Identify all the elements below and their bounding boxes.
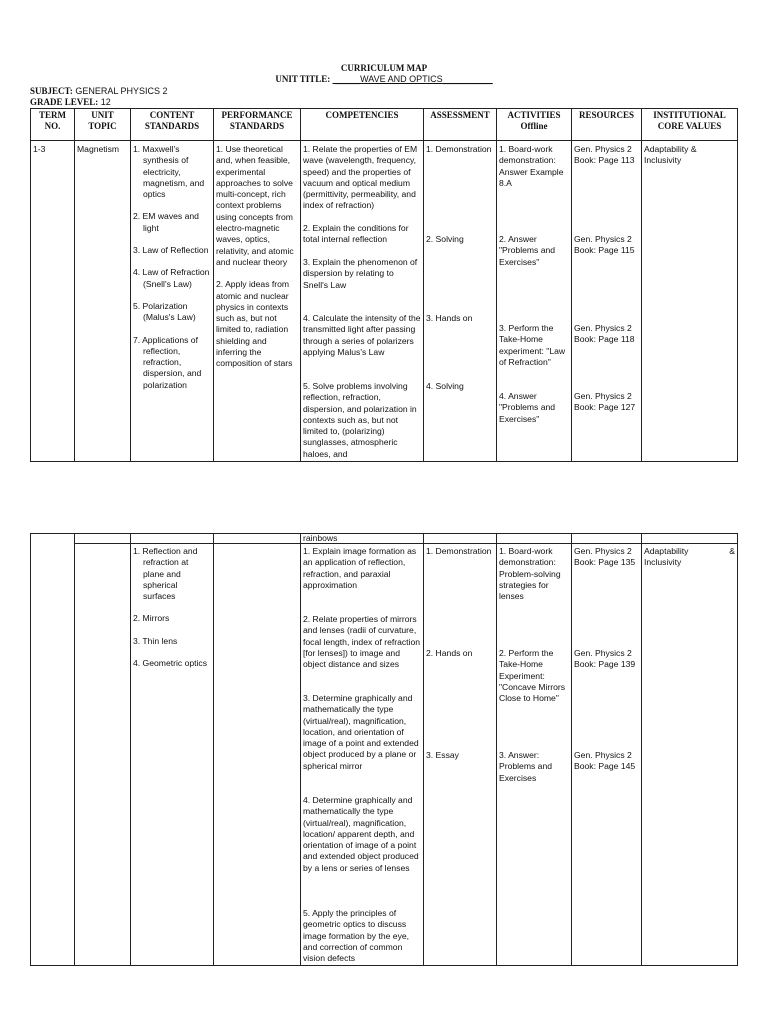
unit-topic-cell	[75, 534, 131, 544]
competency-item: 3. Determine graphically and mathematically the type (virtual/real), magnification, location, and orientation of image of a point and extended object produced by a plane or spherical mirror	[303, 693, 419, 771]
grade-line	[30, 97, 111, 107]
content-standards-cell	[131, 534, 214, 544]
activity-item: 2. Perform the Take-Home Experiment: "Concave Mirrors Close to Home"	[499, 648, 566, 704]
assessment-cell	[424, 141, 497, 462]
core-value-adaptability: Adaptability	[644, 546, 689, 556]
content-item: 7. Applications of reflection, refraction, dispersion, and polarization	[133, 334, 202, 390]
resource-item: Gen. Physics 2 Book: Page 113	[574, 144, 635, 166]
resource-item: Gen. Physics 2 Book: Page 115	[574, 234, 635, 256]
table-row	[31, 141, 738, 462]
header-term: TERM NO.	[31, 109, 75, 141]
activity-item: 3. Perform the Take-Home experiment: "Law of Refraction"	[499, 323, 566, 367]
core-values-cell	[642, 544, 738, 966]
performance-standards-cell	[214, 544, 301, 966]
performance-item: 2. Apply ideas from atomic and nuclear physics in contexts such as, but not limited to, radiation shielding and inferring the composition of stars	[216, 279, 293, 369]
competencies-cell	[301, 141, 424, 462]
resources-cell	[572, 141, 642, 462]
table-row	[31, 544, 738, 966]
competency-item: 4. Calculate the intensity of the transmitted light after passing through a series of polarizers applying Malus's Law	[303, 313, 421, 357]
core-values-cell	[642, 534, 738, 544]
assessment-item: 2. Solving	[426, 234, 464, 244]
unit-title-value: WAVE AND OPTICS	[360, 74, 443, 84]
content-item: 5. Polarization (Malus's Law)	[133, 300, 196, 323]
activity-item: 4. Answer "Problems and Exercises"	[499, 391, 556, 424]
performance-standards-cell	[214, 141, 301, 462]
term-cell: 1-3	[31, 141, 75, 462]
header-competencies: COMPETENCIES	[301, 109, 424, 141]
competency-item: 3. Explain the phenomenon of dispersion by relating to Snell's Law	[303, 257, 418, 290]
resource-item: Gen. Physics 2 Book: Page 118	[574, 323, 635, 345]
core-values-cell: Adaptability & Inclusivity	[642, 141, 738, 462]
content-item: 1. Maxwell's synthesis of electricity, magnetism, and optics	[133, 144, 205, 200]
header-activities-sub: Offline	[520, 121, 548, 131]
header-activities-label: ACTIVITIES	[507, 110, 561, 120]
activities-cell	[497, 534, 572, 544]
resources-cell	[572, 544, 642, 966]
competency-item: 1. Explain image formation as an application of reflection, refraction, and paraxial approximation	[303, 546, 417, 590]
activity-item: 1. Board-work demonstration: Answer Example 8.A	[499, 144, 564, 188]
content-item: 3. Thin lens	[133, 635, 178, 646]
content-item: 2. EM waves and light	[133, 211, 199, 233]
competency-item: 2. Relate properties of mirrors and lenses (radii of curvature, focal length, index of refraction [for lenses]) to image and object distance and sizes	[303, 614, 421, 670]
activity-item: 2. Answer "Problems and Exercises"	[499, 234, 556, 267]
content-item: 2. Mirrors	[133, 613, 170, 624]
header-row	[31, 109, 738, 141]
content-item: 1. Reflection and refraction at plane and spherical surfaces	[133, 546, 198, 602]
header-activities	[497, 109, 572, 141]
assessment-item: 3. Hands on	[426, 313, 473, 323]
assessment-cell	[424, 544, 497, 966]
performance-item: 1. Use theoretical and, when feasible, experimental approaches to solve multi-concept, rich context problems using concepts from electro-magnetic waves, optics, relativity, and atomic and nuclear theory	[216, 144, 294, 267]
unit-title-label: UNIT TITLE:	[275, 74, 331, 84]
assessment-item: 1. Demonstration	[426, 546, 492, 556]
core-values-line	[644, 546, 735, 557]
activities-cell	[497, 141, 572, 462]
doc-title: CURRICULUM MAP	[340, 63, 428, 73]
resource-item: Gen. Physics 2 Book: Page 127	[574, 391, 636, 413]
curriculum-table-1	[30, 108, 738, 462]
resource-item: Gen. Physics 2 Book: Page 135	[574, 546, 636, 568]
competency-item: 2. Explain the conditions for total internal reflection	[303, 223, 409, 245]
resources-cell	[572, 534, 642, 544]
header-assessment: ASSESSMENT	[424, 109, 497, 141]
unit-topic-cell: Magnetism	[75, 141, 131, 462]
core-value-inclusivity: Inclusivity	[644, 557, 682, 568]
assessment-item: 3. Essay	[426, 750, 459, 760]
grade-value: 12	[100, 97, 111, 107]
assessment-cell	[424, 534, 497, 544]
subject-label: SUBJECT:	[30, 86, 73, 96]
grade-label: GRADE LEVEL:	[30, 97, 99, 107]
unit-topic-cell	[75, 544, 131, 966]
content-item: 3. Law of Reflection	[133, 245, 209, 256]
term-cell	[31, 534, 75, 966]
assessment-item: 2. Hands on	[426, 648, 473, 658]
content-item: 4. Law of Refraction (Snell's Law)	[133, 267, 210, 289]
header-content-standards: CONTENT STANDARDS	[131, 109, 214, 141]
header-resources: RESOURCES	[572, 109, 642, 141]
content-item: 4. Geometric optics	[133, 658, 208, 669]
content-standards-cell	[131, 544, 214, 966]
subject-line	[30, 86, 168, 96]
subject-value: GENERAL PHYSICS 2	[75, 86, 168, 96]
activity-item: 3. Answer: Problems and Exercises	[499, 750, 553, 783]
activity-item: 1. Board-work demonstration: Problem-solving strategies for lenses	[499, 546, 561, 602]
competency-item: 5. Apply the principles of geometric optics to discuss image formation by the eye, and correction of common vision defects	[303, 908, 410, 964]
assessment-item: 1. Demonstration	[426, 144, 492, 154]
unit-title-line: UNIT TITLE: _____WAVE AND OPTICS__________	[275, 74, 493, 84]
header-unit-topic: UNIT TOPIC	[75, 109, 131, 141]
activities-cell	[497, 544, 572, 966]
competency-carry-cell: rainbows	[301, 534, 424, 544]
curriculum-table-2	[30, 533, 738, 966]
resource-item: Gen. Physics 2 Book: Page 145	[574, 750, 636, 772]
competencies-cell	[301, 544, 424, 966]
carry-row	[31, 534, 738, 544]
core-value-ampersand: &	[729, 546, 735, 556]
resource-item: Gen. Physics 2 Book: Page 139	[574, 648, 636, 670]
performance-standards-cell	[214, 534, 301, 544]
header-core-values: INSTITUTIONAL CORE VALUES	[642, 109, 738, 141]
assessment-item: 4. Solving	[426, 381, 464, 391]
competency-item: 5. Solve problems involving reflection, refraction, dispersion, and polarization in contexts such as, but not limited to, (polarizing) sunglasses, atmospheric haloes, and	[303, 381, 417, 459]
competency-item: 1. Relate the properties of EM wave (wavelength, frequency, speed) and the properties of vacuum and optical medium (permittivity, permeability, and index of refraction)	[303, 144, 418, 211]
content-standards-cell	[131, 141, 214, 462]
competency-item: 4. Determine graphically and mathematically the type (virtual/real), magnification, location/ apparent depth, and orientation of image of a point and extended object produced by a lens or series of lenses	[303, 795, 419, 873]
header-performance-standards: PERFORMANCE STANDARDS	[214, 109, 301, 141]
